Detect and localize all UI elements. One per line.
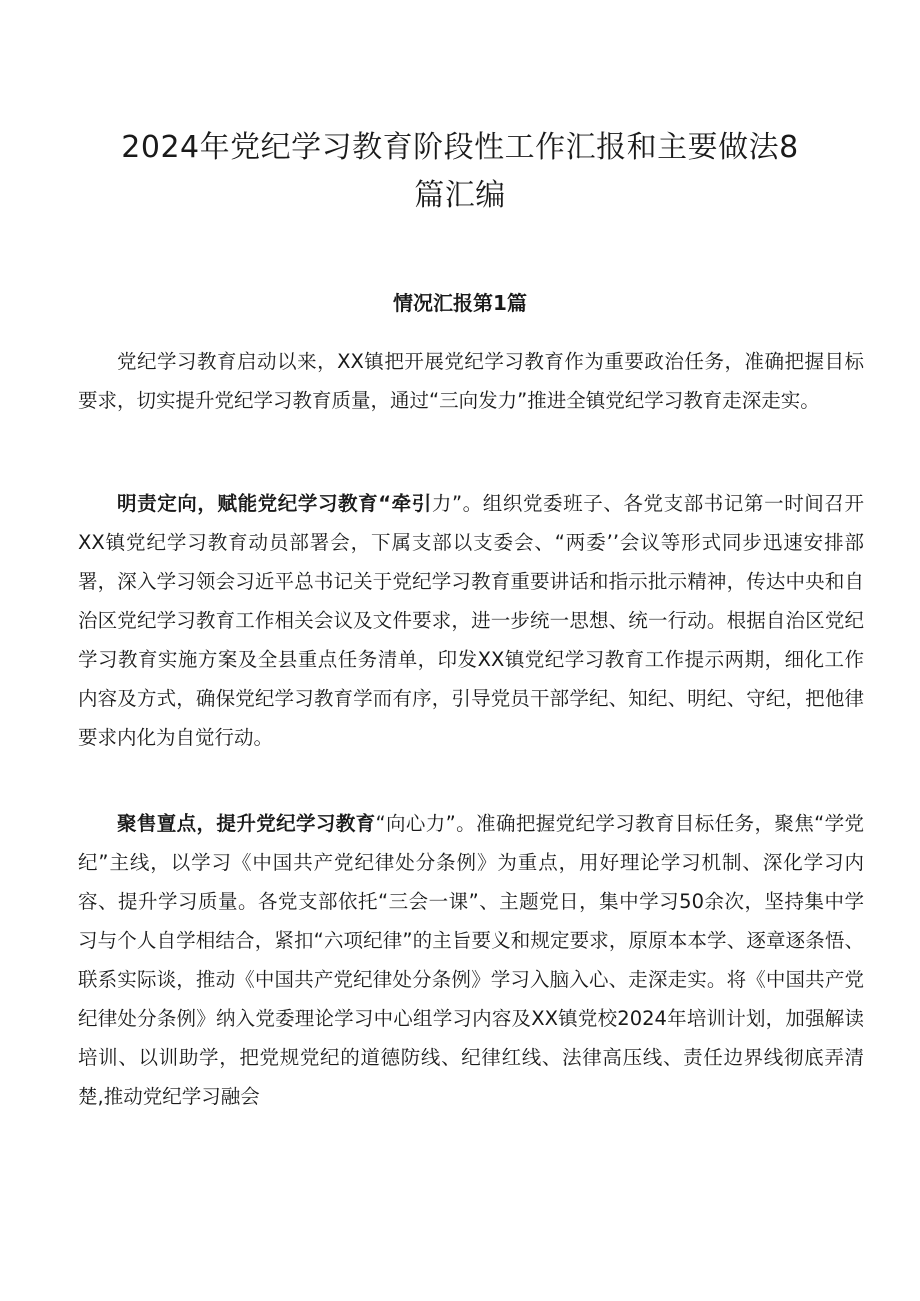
title-line-2: 篇汇编	[414, 178, 506, 213]
paragraph-1	[78, 342, 864, 420]
paragraph-2-text: 力”。组织党委班子、各党支部书记第一时间召开XX镇党纪学习教育动员部署会，下属支部以支委会、“两委’’会议等形式同步迅速安排部署，深入学习领会习近平总书记关于党纪学习教育重要讲话和指示批示精神，传达中央和自治区党纪学习教育工作相关会议及文件要求，进一步统一思想、统一行动。根据自治区党纪学习教育实施方案及全县重点任务清单，印发XX镇党纪学习教育工作提示两期，细化工作内容及方式，确保党纪学习教育学而有序，引导党员干部学纪、知纪、明纪、守纪，把他律要求内化为自觉行动。	[78, 492, 864, 749]
title-line-1: 2024年党纪学习教育阶段性工作汇报和主要做法8	[121, 130, 799, 165]
section-heading: 情况汇报第1篇	[393, 291, 527, 315]
document-title	[60, 124, 860, 220]
paragraph-3	[78, 804, 864, 1116]
paragraph-2	[78, 484, 864, 757]
paragraph-3-text: “向心力”。准确把握党纪学习教育目标任务，聚焦“学党纪”主线，以学习《中国共产党纪律处分条例》为重点，用好理论学习机制、深化学习内容、提升学习质量。各党支部依托“三会一课”、主题党日，集中学习50余次，坚持集中学习与个人自学相结合，紧扣“六项纪律”的主旨要义和规定要求，原原本本学、逐章逐条悟、联系实际谈，推动《中国共产党纪律处分条例》学习入脑入心、走深走实。将《中国共产党纪律处分条例》纳入党委理论学习中心组学习内容及XX镇党校2024年培训计划，加强解读培训、以训助学，把党规党纪的道德防线、纪律红线、法律高压线、责任边界线彻底弄清楚,推动党纪学习融会	[78, 812, 864, 1108]
paragraph-3-lead: 聚售亶点，提升党纪学习教育	[117, 812, 376, 835]
paragraph-1-text: 党纪学习教育启动以来，XX镇把开展党纪学习教育作为重要政治任务，准确把握目标要求，切实提升党纪学习教育质量，通过“三向发力”推进全镇党纪学习教育走深走实。	[78, 350, 864, 412]
paragraph-2-lead: 明责定向，赋能党纪学习教育“牵引	[117, 492, 432, 515]
